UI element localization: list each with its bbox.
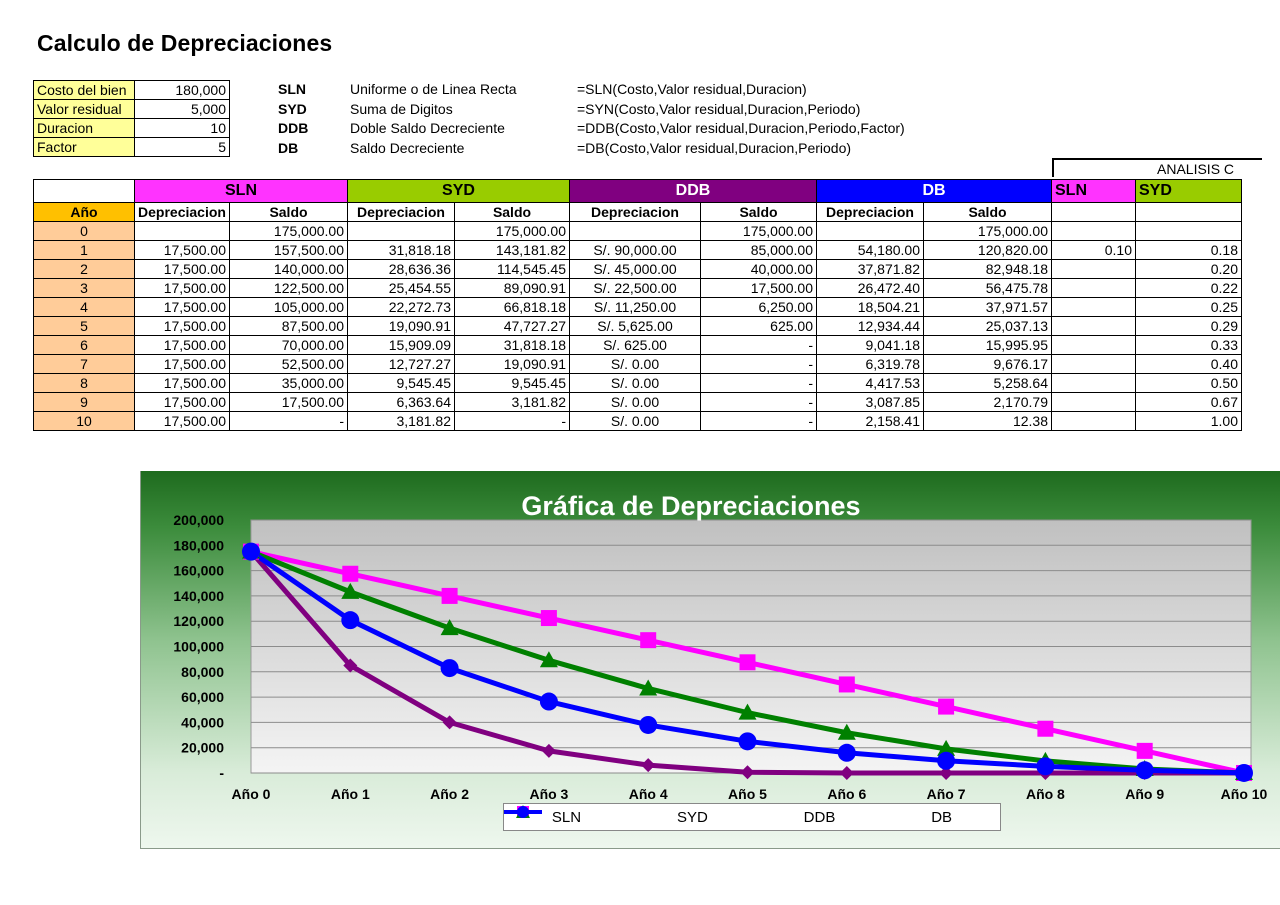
cell-ddb-dep[interactable]: S/. 625.00 (570, 336, 701, 355)
analysis-label: ANALISIS C (1157, 161, 1235, 177)
table-row (34, 374, 1242, 393)
analysis-group-syd[interactable]: SYD (1136, 180, 1242, 203)
legend-item-sln[interactable] (552, 809, 581, 826)
cell-ddb-dep[interactable] (570, 222, 701, 241)
cell-ddb-dep[interactable]: S/. 5,625.00 (570, 317, 701, 336)
cell-sln-dep[interactable]: 17,500.00 (135, 317, 230, 336)
cell-syd-bal[interactable]: 19,090.91 (455, 355, 570, 374)
method-formula[interactable]: =SLN(Costo,Valor residual,Duracion) (577, 81, 807, 97)
page-title: Calculo de Depreciaciones (37, 30, 333, 56)
cell-sln-dep[interactable]: 17,500.00 (135, 412, 230, 431)
table-row (34, 355, 1242, 374)
legend-item-db[interactable] (931, 809, 952, 826)
cell-a-syd[interactable]: 0.25 (1136, 298, 1242, 317)
cell-ddb-dep[interactable]: S/. 22,500.00 (570, 279, 701, 298)
cell-ddb-dep[interactable]: S/. 11,250.00 (570, 298, 701, 317)
cell-ddb-bal[interactable]: - (701, 355, 817, 374)
cell-ddb-bal[interactable]: 6,250.00 (701, 298, 817, 317)
x-tick-label: Año 0 (231, 786, 271, 802)
x-tick-label: Año 7 (926, 786, 966, 802)
chart-canvas (141, 471, 1280, 848)
data-point-db (838, 744, 856, 762)
cell-a-syd[interactable]: 0.22 (1136, 279, 1242, 298)
cell-sln-dep[interactable]: 17,500.00 (135, 241, 230, 260)
cell-sln-bal[interactable]: 70,000.00 (230, 336, 348, 355)
data-point-sln (1137, 743, 1153, 759)
cell-sln-dep[interactable] (135, 222, 230, 241)
year-cell[interactable]: 2 (34, 260, 135, 279)
x-tick-label: Año 3 (529, 786, 569, 802)
x-tick-label: Año 2 (430, 786, 470, 802)
analysis-group-sln[interactable]: SLN (1052, 180, 1136, 203)
method-formula[interactable]: =DDB(Costo,Valor residual,Duracion,Periodo,Factor) (577, 120, 905, 137)
data-point-sln (342, 566, 358, 582)
cell-a-syd[interactable]: 0.67 (1136, 393, 1242, 412)
cell-syd-dep[interactable]: 25,454.55 (348, 279, 455, 298)
data-point-sln (839, 676, 855, 692)
x-tick-label: Año 5 (728, 786, 767, 802)
cell-syd-bal[interactable]: 114,545.45 (455, 260, 570, 279)
cell-db-dep[interactable]: 9,041.18 (817, 336, 924, 355)
y-tick-label: 60,000 (181, 689, 224, 706)
table-row (34, 298, 1242, 317)
method-name[interactable]: Saldo Decreciente (350, 140, 465, 157)
cell-sln-bal[interactable]: - (230, 412, 348, 431)
cell-ddb-bal[interactable]: - (701, 374, 817, 393)
input-label[interactable]: Costo del bien (34, 81, 135, 100)
input-label[interactable]: Duracion (34, 119, 135, 138)
year-cell[interactable]: 10 (34, 412, 135, 431)
year-header[interactable]: Año (34, 203, 135, 222)
data-point-sln (938, 699, 954, 715)
chart-title: Gráfica de Depreciaciones (521, 491, 861, 521)
year-cell[interactable]: 6 (34, 336, 135, 355)
data-point-sln (541, 610, 557, 626)
data-point-db (739, 732, 757, 750)
x-tick-label: Año 1 (330, 786, 370, 802)
cell-ddb-bal[interactable]: - (701, 412, 817, 431)
cell-sln-dep[interactable]: 17,500.00 (135, 355, 230, 374)
data-point-db (441, 659, 459, 677)
cell-db-dep[interactable] (817, 222, 924, 241)
cell-syd-dep[interactable]: 22,272.73 (348, 298, 455, 317)
cell-a-sln[interactable] (1052, 393, 1136, 412)
cell-db-bal[interactable]: 37,971.57 (924, 298, 1052, 317)
cell-ddb-dep[interactable]: S/. 0.00 (570, 393, 701, 412)
table-row (34, 336, 1242, 355)
cell-db-bal[interactable]: 120,820.00 (924, 241, 1052, 260)
input-label[interactable]: Valor residual (34, 100, 135, 119)
cell-db-bal[interactable]: 25,037.13 (924, 317, 1052, 336)
cell-a-syd[interactable]: 0.40 (1136, 355, 1242, 374)
cell-ddb-bal[interactable]: 40,000.00 (701, 260, 817, 279)
cell-ddb-dep[interactable]: S/. 0.00 (570, 355, 701, 374)
db-bal-header[interactable]: Saldo (924, 203, 1052, 222)
method-code[interactable]: DB (278, 140, 299, 157)
cell-db-dep[interactable]: 54,180.00 (817, 241, 924, 260)
cell-sln-dep[interactable]: 17,500.00 (135, 279, 230, 298)
y-tick-label: 120,000 (173, 613, 224, 630)
cell-sln-bal[interactable]: 52,500.00 (230, 355, 348, 374)
inputs-table (33, 80, 230, 157)
cell-sln-bal[interactable]: 122,500.00 (230, 279, 348, 298)
input-row (34, 81, 230, 100)
x-tick-label: Año 10 (1220, 786, 1268, 802)
cell-a-syd[interactable]: 0.50 (1136, 374, 1242, 393)
cell-db-bal[interactable]: 15,995.95 (924, 336, 1052, 355)
y-tick-label: 140,000 (173, 587, 224, 604)
cell-a-syd[interactable] (1136, 222, 1242, 241)
cell-sln-dep[interactable]: 17,500.00 (135, 260, 230, 279)
ddb-dep-header[interactable]: Depreciacion (570, 203, 701, 222)
data-point-sln (442, 588, 458, 604)
x-tick-label: Año 6 (827, 786, 867, 802)
sln-bal-header[interactable]: Saldo (230, 203, 348, 222)
table-row (34, 222, 1242, 241)
method-name[interactable]: Doble Saldo Decreciente (350, 120, 505, 137)
group-sln[interactable]: SLN (135, 180, 348, 203)
cell-sln-bal[interactable]: 157,500.00 (230, 241, 348, 260)
method-name[interactable]: Suma de Digitos (350, 100, 453, 117)
cell-a-sln[interactable] (1052, 412, 1136, 431)
cell-ddb-bal[interactable]: 625.00 (701, 317, 817, 336)
method-formula[interactable]: =DB(Costo,Valor residual,Duracion,Periodo) (577, 140, 852, 157)
syd-dep-header[interactable]: Depreciacion (348, 203, 455, 222)
method-name[interactable]: Uniforme o de Linea Recta (350, 81, 517, 97)
input-value[interactable]: 5 (135, 138, 230, 157)
cell-ddb-bal[interactable]: 17,500.00 (701, 279, 817, 298)
y-tick-label: 180,000 (173, 537, 224, 554)
analysis-sln-header[interactable] (1052, 203, 1136, 222)
year-cell[interactable]: 7 (34, 355, 135, 374)
cell-ddb-bal[interactable]: 175,000.00 (701, 222, 817, 241)
cell-db-dep[interactable]: 6,319.78 (817, 355, 924, 374)
table-row (34, 279, 1242, 298)
depreciation-table (33, 179, 1242, 431)
cell-ddb-dep[interactable]: S/. 0.00 (570, 374, 701, 393)
table-row (34, 412, 1242, 431)
group-header-row (34, 180, 1242, 203)
cell-db-dep[interactable]: 18,504.21 (817, 298, 924, 317)
cell-db-bal[interactable]: 175,000.00 (924, 222, 1052, 241)
input-row (34, 138, 230, 157)
cell-ddb-dep[interactable]: S/. 0.00 (570, 412, 701, 431)
cell-sln-dep[interactable]: 17,500.00 (135, 374, 230, 393)
cell-syd-bal[interactable]: 66,818.18 (455, 298, 570, 317)
cell-syd-dep[interactable]: 15,909.09 (348, 336, 455, 355)
cell-a-sln[interactable] (1052, 374, 1136, 393)
data-point-db (1235, 764, 1253, 782)
cell-syd-bal[interactable]: 89,090.91 (455, 279, 570, 298)
y-tick-label: 20,000 (181, 739, 224, 756)
ddb-bal-header[interactable]: Saldo (701, 203, 817, 222)
data-point-db (639, 716, 657, 734)
year-cell[interactable]: 0 (34, 222, 135, 241)
cell-a-sln[interactable] (1052, 355, 1136, 374)
year-cell[interactable]: 5 (34, 317, 135, 336)
cell-ddb-bal[interactable]: - (701, 336, 817, 355)
cell-syd-bal[interactable]: 9,545.45 (455, 374, 570, 393)
cell-db-dep[interactable]: 3,087.85 (817, 393, 924, 412)
cell-db-bal[interactable]: 9,676.17 (924, 355, 1052, 374)
cell-db-dep[interactable]: 2,158.41 (817, 412, 924, 431)
cell-a-sln[interactable] (1052, 222, 1136, 241)
data-point-sln (1037, 721, 1053, 737)
depreciation-chart[interactable] (140, 471, 1280, 849)
cell-db-bal[interactable]: 82,948.18 (924, 260, 1052, 279)
chart-legend (503, 803, 1001, 831)
syd-bal-header[interactable]: Saldo (455, 203, 570, 222)
y-tick-label: - (219, 765, 224, 781)
cell-syd-bal[interactable]: 47,727.27 (455, 317, 570, 336)
method-code[interactable]: SYD (278, 100, 307, 117)
y-tick-label: 100,000 (173, 638, 224, 655)
cell-sln-dep[interactable]: 17,500.00 (135, 393, 230, 412)
cell-db-bal[interactable]: 56,475.78 (924, 279, 1052, 298)
year-cell[interactable]: 3 (34, 279, 135, 298)
cell-a-syd[interactable]: 0.18 (1136, 241, 1242, 260)
sln-dep-header[interactable]: Depreciacion (135, 203, 230, 222)
group-ddb[interactable]: DDB (570, 180, 817, 203)
legend-item-ddb[interactable] (804, 809, 836, 826)
cell-syd-dep[interactable]: 19,090.91 (348, 317, 455, 336)
data-point-db (540, 693, 558, 711)
cell-syd-dep[interactable]: 3,181.82 (348, 412, 455, 431)
table-row (34, 317, 1242, 336)
legend-label: SLN (551, 808, 582, 826)
cell-a-syd[interactable]: 1.00 (1136, 412, 1242, 431)
analysis-syd-header[interactable] (1136, 203, 1242, 222)
group-syd[interactable]: SYD (348, 180, 570, 203)
y-tick-label: 160,000 (173, 562, 224, 579)
cell-a-sln[interactable] (1052, 317, 1136, 336)
legend-swatch-db (504, 804, 542, 820)
column-header-row (34, 203, 1242, 222)
legend-label: DDB (803, 808, 836, 826)
year-cell[interactable]: 1 (34, 241, 135, 260)
legend-label: DB (931, 808, 953, 826)
cell-ddb-dep[interactable]: S/. 45,000.00 (570, 260, 701, 279)
cell-db-bal[interactable]: 12.38 (924, 412, 1052, 431)
cell-syd-bal[interactable]: 3,181.82 (455, 393, 570, 412)
cell-syd-dep[interactable]: 9,545.45 (348, 374, 455, 393)
cell-db-dep[interactable]: 26,472.40 (817, 279, 924, 298)
cell-a-sln[interactable] (1052, 336, 1136, 355)
table-row (34, 393, 1242, 412)
method-formula[interactable]: =SYN(Costo,Valor residual,Duracion,Periodo) (577, 100, 861, 117)
cell-a-sln[interactable] (1052, 260, 1136, 279)
input-value[interactable]: 180,000 (135, 81, 230, 100)
cell-a-sln[interactable]: 0.10 (1052, 241, 1136, 260)
cell-ddb-bal[interactable]: 85,000.00 (701, 241, 817, 260)
cell-db-bal[interactable]: 5,258.64 (924, 374, 1052, 393)
cell-sln-bal[interactable]: 35,000.00 (230, 374, 348, 393)
cell-sln-bal[interactable]: 105,000.00 (230, 298, 348, 317)
y-tick-label: 40,000 (181, 714, 224, 731)
cell-syd-dep[interactable]: 12,727.27 (348, 355, 455, 374)
cell-syd-dep[interactable] (348, 222, 455, 241)
cell-db-dep[interactable]: 12,934.44 (817, 317, 924, 336)
cell-ddb-dep[interactable]: S/. 90,000.00 (570, 241, 701, 260)
cell-sln-bal[interactable]: 87,500.00 (230, 317, 348, 336)
legend-label: SYD (676, 808, 708, 826)
y-tick-label: 80,000 (181, 663, 224, 680)
group-db[interactable]: DB (817, 180, 1052, 203)
data-point-db (1036, 757, 1054, 775)
x-tick-label: Año 8 (1025, 786, 1065, 802)
cell-syd-dep[interactable]: 28,636.36 (348, 260, 455, 279)
data-point-sln (640, 632, 656, 648)
input-label[interactable]: Factor (34, 138, 135, 157)
cell-ddb-bal[interactable]: - (701, 393, 817, 412)
cell-sln-bal[interactable]: 140,000.00 (230, 260, 348, 279)
year-cell[interactable]: 8 (34, 374, 135, 393)
table-row (34, 241, 1242, 260)
cell-a-syd[interactable]: 0.20 (1136, 260, 1242, 279)
data-point-sln (740, 654, 756, 670)
year-cell[interactable]: 9 (34, 393, 135, 412)
input-value[interactable]: 10 (135, 119, 230, 138)
cell-a-sln[interactable] (1052, 298, 1136, 317)
cell-sln-bal[interactable]: 17,500.00 (230, 393, 348, 412)
data-point-db (1136, 761, 1154, 779)
analysis-header (1052, 158, 1262, 177)
cell-db-dep[interactable]: 4,417.53 (817, 374, 924, 393)
input-row (34, 119, 230, 138)
data-point-db (937, 752, 955, 770)
cell-syd-bal[interactable]: 143,181.82 (455, 241, 570, 260)
data-point-db (341, 611, 359, 629)
db-dep-header[interactable]: Depreciacion (817, 203, 924, 222)
cell-syd-dep[interactable]: 6,363.64 (348, 393, 455, 412)
cell-sln-bal[interactable]: 175,000.00 (230, 222, 348, 241)
cell-syd-dep[interactable]: 31,818.18 (348, 241, 455, 260)
method-code[interactable]: SLN (278, 81, 306, 97)
y-tick-label: 200,000 (173, 512, 224, 528)
cell-sln-dep[interactable]: 17,500.00 (135, 298, 230, 317)
x-tick-label: Año 9 (1125, 786, 1165, 802)
legend-item-syd[interactable] (677, 809, 708, 826)
data-point-db (242, 543, 260, 561)
cell-syd-bal[interactable]: 31,818.18 (455, 336, 570, 355)
cell-a-syd[interactable]: 0.29 (1136, 317, 1242, 336)
table-row (34, 260, 1242, 279)
input-row (34, 100, 230, 119)
cell-a-sln[interactable] (1052, 279, 1136, 298)
method-code[interactable]: DDB (278, 120, 309, 137)
cell-syd-bal[interactable]: - (455, 412, 570, 431)
cell-sln-dep[interactable]: 17,500.00 (135, 336, 230, 355)
cell-db-dep[interactable]: 37,871.82 (817, 260, 924, 279)
year-cell[interactable]: 4 (34, 298, 135, 317)
cell-a-syd[interactable]: 0.33 (1136, 336, 1242, 355)
x-tick-label: Año 4 (628, 786, 668, 802)
cell-syd-bal[interactable]: 175,000.00 (455, 222, 570, 241)
input-value[interactable]: 5,000 (135, 100, 230, 119)
cell-db-bal[interactable]: 2,170.79 (924, 393, 1052, 412)
